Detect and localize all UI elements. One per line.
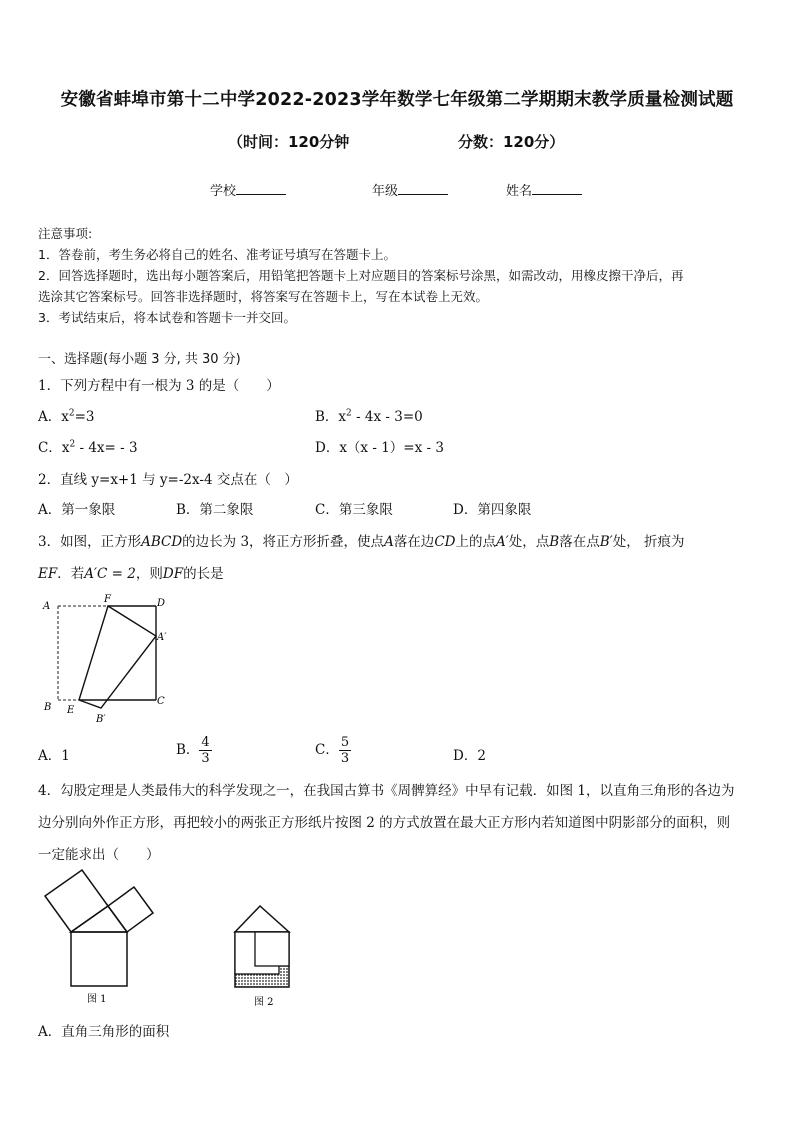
fig1-right-triangle (71, 906, 127, 932)
q2-option-c[interactable]: C．第三象限 (315, 502, 393, 518)
q3-s1m: 处， 折痕为 (612, 534, 685, 550)
q3-s1e: 落在边 (393, 534, 435, 550)
q1-option-d[interactable]: D．x（x - 1）=x - 3 (315, 440, 444, 456)
note-3: 3．考试结束后，将本试卷和答题卡一并交回。 (38, 310, 296, 325)
q4-line1: 4．勾股定理是人类最伟大的科学发现之一，在我国古算书《周髀算经》中早有记载．如图 1，以直角三角形的各边为 (38, 783, 735, 799)
note-2b: 选涂其它答案标号。回答非选择题时，将答案写在答题卡上，写在本试卷上无效。 (38, 289, 489, 304)
q2-stem: 2．直线 y=x+1 与 y=-2x-4 交点在（ ） (38, 472, 298, 488)
fig1-right-square (108, 887, 153, 932)
q3-s1l: B′ (599, 534, 613, 550)
school-label: 学校 (210, 184, 237, 199)
q3-s2c: A′C = 2 (84, 566, 136, 582)
q4-option-a[interactable]: A．直角三角形的面积 (38, 1024, 170, 1040)
q3-s1g: 上的点 (455, 534, 496, 550)
q3-label-e: E (67, 705, 75, 716)
school-field[interactable] (210, 180, 286, 199)
q3-label-b-prime: B′ (96, 714, 106, 725)
q1-option-a[interactable] (38, 405, 95, 425)
q4-line2: 边分别向外作正方形，再把较小的两张正方形纸片按图 2 的方式放置在最大正方形内若知道图中阴影部分的面积，则 (38, 815, 731, 831)
q3-s1f: CD (434, 534, 456, 550)
fig2-small-square (255, 932, 289, 966)
q1-a-rest: =3 (74, 409, 95, 425)
q3-c-den: 3 (340, 751, 350, 766)
name-label: 姓名 (506, 184, 533, 199)
q3-b-num: 4 (201, 735, 210, 750)
q4-figure-2 (226, 878, 306, 1010)
q1-c-exp: 2 (69, 439, 76, 450)
notes-heading: 注意事项: (38, 226, 93, 241)
q3-label-b: B (44, 702, 52, 713)
q1-a-exp: 2 (68, 408, 75, 419)
fig1-caption: 图 1 (87, 994, 107, 1005)
q3-s2b: ．若 (57, 566, 85, 582)
grade-blank[interactable] (398, 182, 448, 195)
q3-c-label: C． (315, 742, 339, 758)
q3-option-c[interactable] (315, 735, 351, 766)
q4-figure-1 (38, 868, 168, 1010)
name-field[interactable] (506, 180, 582, 199)
q3-option-a[interactable]: A．1 (38, 748, 70, 764)
q1-b-rest: - 4x - 3=0 (351, 409, 423, 425)
q3-label-d: D (157, 598, 166, 609)
exam-time: （时间：120分钟 (228, 133, 350, 151)
section-heading: 一、选择题(每小题 3 分, 共 30 分) (38, 352, 241, 367)
q2-option-d[interactable]: D．第四象限 (453, 502, 532, 518)
q3-option-d[interactable]: D．2 (453, 748, 486, 764)
q3-s1k: 落在点 (559, 534, 600, 550)
q2-option-b[interactable]: B．第二象限 (176, 502, 254, 518)
grade-label: 年级 (372, 184, 399, 199)
q3-figure (36, 590, 176, 730)
q4-line3: 一定能求出（ ） (38, 847, 160, 863)
q3-s1b: ABCD (141, 534, 183, 550)
note-2a: 2．回答选择题时，选出每小题答案后，用铅笔把答题卡上对应题目的答案标号涂黑，如需改动，用橡皮擦干净后，再 (38, 268, 684, 283)
q3-s1a: 3．如图，正方形 (38, 534, 142, 550)
q3-folded-quad (79, 606, 156, 708)
q3-c-num: 5 (340, 735, 350, 750)
fig1-left-square (45, 870, 108, 932)
q3-s1c: 的边长为 3，将正方形折叠，使点 (182, 534, 385, 550)
q3-s1h: A′ (495, 534, 509, 550)
q1-stem: 1．下列方程中有一根为 3 的是（ ） (38, 378, 280, 394)
fig2-triangle (235, 906, 289, 932)
page-title: 安徽省蚌埠市第十二中学2022-2023学年数学七年级第二学期期末教学质量检测试题 (60, 90, 734, 110)
q3-s2a: EF (38, 566, 58, 582)
q3-s2d: ，则 (135, 566, 163, 582)
q3-stem-line1 (38, 530, 685, 550)
q1-option-c[interactable] (38, 436, 138, 456)
q3-label-a: A (43, 601, 51, 612)
q1-c-rest: - 4x= - 3 (75, 440, 138, 456)
q3-stem-line2 (38, 562, 224, 582)
q3-s1d: A (384, 534, 394, 550)
q3-b-den: 3 (201, 751, 210, 766)
school-blank[interactable] (236, 182, 286, 195)
q1-option-b[interactable] (315, 405, 423, 425)
q3-s2f: 的长是 (183, 566, 224, 582)
q3-b-fraction (199, 735, 211, 766)
name-blank[interactable] (532, 182, 582, 195)
fig1-large-square (71, 932, 127, 986)
q1-a-text: A．x (38, 409, 69, 425)
grade-field[interactable] (372, 180, 448, 199)
q3-c-fraction (339, 735, 351, 766)
q1-b-exp: 2 (346, 408, 352, 419)
note-1: 1．答卷前，考生务必将自己的姓名、准考证号填写在答题卡上。 (38, 247, 396, 262)
q3-s1i: 处，点 (508, 534, 550, 550)
q3-s1j: B (549, 534, 560, 550)
exam-score: 分数：120分） (458, 133, 565, 151)
q3-label-c: C (157, 696, 165, 707)
q1-b-text: B．x (315, 409, 347, 425)
q3-option-b[interactable] (176, 735, 212, 766)
q3-b-label: B． (176, 742, 200, 758)
q3-label-f: F (104, 594, 111, 605)
q2-option-a[interactable]: A．第一象限 (38, 502, 116, 518)
q3-s2e: DF (162, 566, 184, 582)
q3-label-a-prime: A′ (157, 632, 167, 643)
q1-c-text: C．x (38, 440, 70, 456)
fig2-caption: 图 2 (254, 997, 274, 1008)
